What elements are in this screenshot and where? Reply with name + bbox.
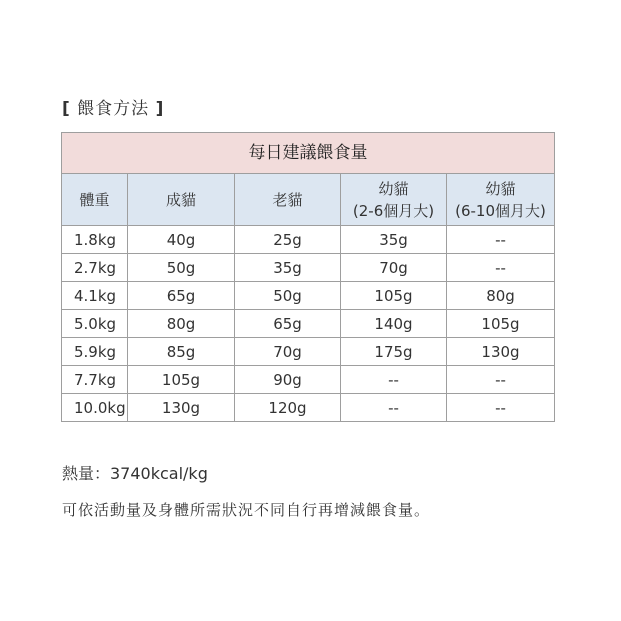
- cell-adult: 50g: [128, 254, 235, 282]
- open-bracket: [: [62, 99, 71, 119]
- cell-senior: 70g: [235, 338, 341, 366]
- header-label: 老貓: [272, 190, 303, 209]
- cell-weight: 10.0kg: [62, 394, 128, 422]
- cell-weight: 4.1kg: [62, 282, 128, 310]
- cell-adult: 85g: [128, 338, 235, 366]
- table-title: 每日建議餵食量: [62, 133, 555, 174]
- cell-kitten-6-10: --: [447, 394, 555, 422]
- calorie-info: 熱量：3740kcal/kg: [62, 464, 208, 483]
- header-kitten-6-10: [447, 174, 555, 226]
- header-kitten-2-6: [341, 174, 447, 226]
- section-title: [62, 94, 164, 119]
- table-row: [62, 226, 555, 254]
- header-sublabel: (2-6個月大): [352, 201, 435, 220]
- cell-kitten-6-10: 80g: [447, 282, 555, 310]
- cell-kitten-2-6: 175g: [341, 338, 447, 366]
- table-row: [62, 338, 555, 366]
- cell-weight: 7.7kg: [62, 366, 128, 394]
- cell-kitten-2-6: 140g: [341, 310, 447, 338]
- cell-adult: 105g: [128, 366, 235, 394]
- feeding-note: 可依活動量及身體所需狀況不同自行再增減餵食量。: [62, 501, 431, 519]
- cell-senior: 25g: [235, 226, 341, 254]
- cell-weight: 5.9kg: [62, 338, 128, 366]
- close-bracket: ]: [155, 99, 165, 119]
- cell-adult: 80g: [128, 310, 235, 338]
- cell-weight: 5.0kg: [62, 310, 128, 338]
- cell-senior: 35g: [235, 254, 341, 282]
- cell-weight: 2.7kg: [62, 254, 128, 282]
- header-adult-cat: [128, 174, 235, 226]
- cell-kitten-6-10: 130g: [447, 338, 555, 366]
- header-label: 體重: [79, 190, 110, 209]
- header-label: 成貓: [165, 190, 196, 209]
- cell-senior: 50g: [235, 282, 341, 310]
- feeding-table: [61, 132, 555, 422]
- cell-kitten-2-6: 35g: [341, 226, 447, 254]
- header-senior-cat: [235, 174, 341, 226]
- cell-kitten-2-6: --: [341, 394, 447, 422]
- table-title-row: [62, 133, 555, 174]
- cell-kitten-6-10: 105g: [447, 310, 555, 338]
- header-sublabel: (6-10個月大): [455, 201, 546, 220]
- cell-adult: 65g: [128, 282, 235, 310]
- cell-kitten-2-6: --: [341, 366, 447, 394]
- cell-senior: 120g: [235, 394, 341, 422]
- header-weight: [62, 174, 128, 226]
- table-row: [62, 394, 555, 422]
- header-label: 幼貓: [485, 179, 516, 198]
- table-row: [62, 366, 555, 394]
- table-row: [62, 282, 555, 310]
- table-header-row: [62, 174, 555, 226]
- cell-adult: 40g: [128, 226, 235, 254]
- section-title-text: 餵食方法: [77, 99, 150, 119]
- cell-kitten-6-10: --: [447, 254, 555, 282]
- table-row: [62, 310, 555, 338]
- cell-senior: 65g: [235, 310, 341, 338]
- cell-kitten-2-6: 70g: [341, 254, 447, 282]
- table-row: [62, 254, 555, 282]
- cell-kitten-6-10: --: [447, 226, 555, 254]
- header-label: 幼貓: [378, 179, 409, 198]
- cell-senior: 90g: [235, 366, 341, 394]
- cell-kitten-2-6: 105g: [341, 282, 447, 310]
- cell-weight: 1.8kg: [62, 226, 128, 254]
- cell-kitten-6-10: --: [447, 366, 555, 394]
- cell-adult: 130g: [128, 394, 235, 422]
